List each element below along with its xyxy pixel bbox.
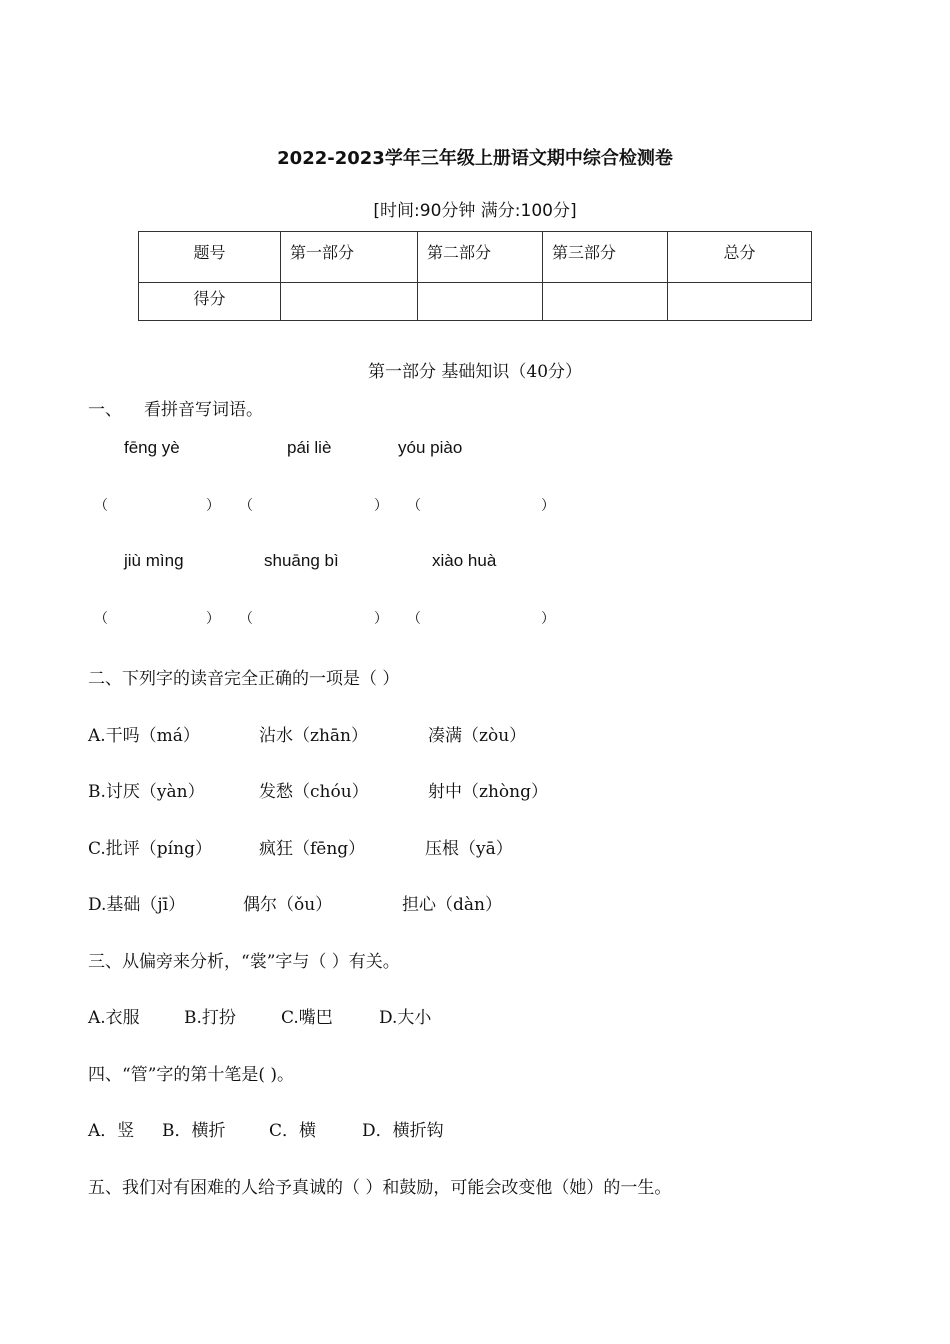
header-cell: 第二部分 <box>418 232 543 283</box>
option-c-item: C.批评（píng） <box>88 839 212 859</box>
q3-stem: 三、从偏旁来分析，“裳”字与（ ）有关。 <box>88 952 400 972</box>
option-c-item: 压根（yā） <box>425 839 513 859</box>
answer-paren-close: ） <box>374 498 388 514</box>
answer-paren-open: （ <box>407 498 421 514</box>
option-b-item: B.讨厌（yàn） <box>88 782 205 802</box>
q1-label: 一、 <box>88 400 122 420</box>
option-a-item: 凑满（zòu） <box>428 726 527 746</box>
header-cell: 第一部分 <box>281 232 418 283</box>
header-cell: 第三部分 <box>543 232 668 283</box>
q3-option: B.打扮 <box>184 1008 236 1028</box>
score-cell[interactable] <box>418 283 543 321</box>
pinyin-item: xiào huà <box>432 551 497 570</box>
q4-stem: 四、“管”字的第十笔是( )。 <box>88 1065 295 1085</box>
answer-paren-close: ） <box>541 611 555 627</box>
pinyin-item: shuāng bì <box>264 551 339 570</box>
q3-option: A.衣服 <box>88 1008 140 1028</box>
answer-paren-open: （ <box>239 611 253 627</box>
option-c-item: 疯狂（fēng） <box>259 839 366 859</box>
part1-title: 第一部分 基础知识（40分） <box>367 362 583 382</box>
header-cell: 总分 <box>668 232 812 283</box>
document-title: 2022-2023学年三年级上册语文期中综合检测卷 <box>277 148 673 169</box>
answer-paren-open: （ <box>239 498 253 514</box>
option-a-item: 沾水（zhān） <box>259 726 368 746</box>
pinyin-item: fēng yè <box>124 438 180 457</box>
q4-option: C．横 <box>269 1121 317 1141</box>
score-table <box>138 231 812 321</box>
pinyin-item: pái liè <box>287 438 332 457</box>
q3-option: D.大小 <box>379 1008 432 1028</box>
option-d-item: 担心（dàn） <box>402 895 502 915</box>
score-cell[interactable] <box>281 283 418 321</box>
pinyin-item: yóu piào <box>398 438 463 457</box>
score-cell[interactable] <box>668 283 812 321</box>
answer-paren-close: ） <box>206 498 220 514</box>
q5-stem: 五、我们对有困难的人给予真诚的（ ）和鼓励，可能会改变他（她）的一生。 <box>88 1178 672 1198</box>
answer-paren-close: ） <box>541 498 555 514</box>
option-b-item: 发愁（chóu） <box>259 782 369 802</box>
answer-paren-open: （ <box>407 611 421 627</box>
row-label-cell: 得分 <box>139 283 281 321</box>
option-d-item: 偶尔（ǒu） <box>243 895 333 915</box>
option-d-item: D.基础（jī） <box>88 895 186 915</box>
answer-paren-close: ） <box>206 611 220 627</box>
q4-option: A．竖 <box>88 1121 135 1141</box>
q1-text: 看拼音写词语。 <box>144 400 263 420</box>
pinyin-item: jiù mìng <box>124 551 184 570</box>
q4-option: D．横折钩 <box>362 1121 444 1141</box>
answer-paren-open: （ <box>94 611 108 627</box>
option-a-item: A.干吗（má） <box>88 726 200 746</box>
q4-option: B．横折 <box>162 1121 226 1141</box>
score-table-header-row <box>139 232 812 283</box>
header-cell: 题号 <box>139 232 281 283</box>
answer-paren-open: （ <box>94 498 108 514</box>
option-b-item: 射中（zhòng） <box>428 782 548 802</box>
document-subtitle: [时间:90分钟 满分:100分] <box>373 201 577 221</box>
score-table-score-row <box>139 283 812 321</box>
answer-paren-close: ） <box>374 611 388 627</box>
q2-stem: 二、下列字的读音完全正确的一项是（ ） <box>88 669 400 689</box>
score-cell[interactable] <box>543 283 668 321</box>
q3-option: C.嘴巴 <box>281 1008 333 1028</box>
